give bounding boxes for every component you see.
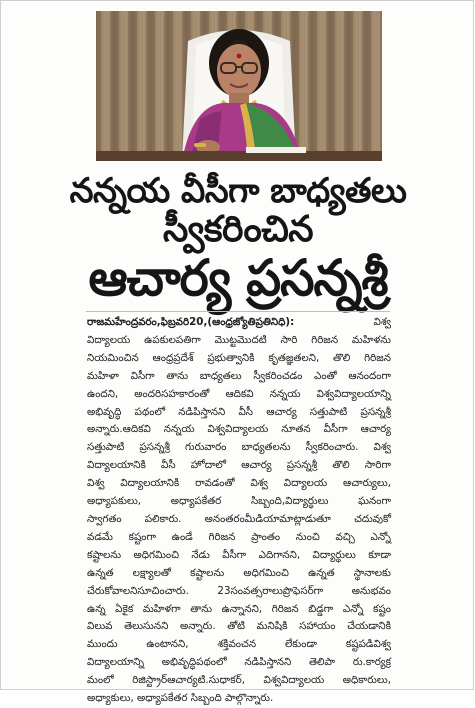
portrait-illustration bbox=[96, 11, 382, 161]
body-line: నియమించిన ఆంధ్రప్రదేశ్ ప్రభుత్వానికి కృతజ్ఞతలని, తొలి గిరిజన bbox=[87, 351, 391, 364]
body-line: విద్యాలయ ఉపకులపతిగా మొట్టమొదటి సారి గిరిజన మహిళను bbox=[87, 333, 391, 346]
body-line: సత్తుపాటి ప్రసన్నశ్రీ గురువారం బాధ్యతలను స్వీకరించారు. విశ్వ bbox=[87, 441, 391, 454]
body-line: వడమే కష్టంగా ఉండే గిరిజన ప్రాంతం నుంచి వచ్చి ఎన్నో bbox=[87, 530, 391, 543]
body-line: అన్నారు.ఆదికవి నన్నయ విశ్వవిద్యాలయ నూతన వీసీగా ఆచార్య bbox=[87, 423, 391, 436]
body-line: అధ్యాపకులు, అధ్యాపకేతర సిబ్బంది,విద్యార్థులు ఘనంగా bbox=[87, 495, 391, 508]
headline-line-2: స్వీకరించిన bbox=[162, 209, 314, 250]
body-line: ఉందని, అందరిసహకారంతో ఆదికవి నన్నయ విశ్వవిద్యాలయాన్ని bbox=[87, 387, 391, 400]
body-line: అభివృద్ధి పథంలో నడిపిస్తానని వీసీ ఆచార్య సత్తుపాటి ప్రసన్నశ్రీ bbox=[87, 405, 391, 418]
body-line: విశ్వ bbox=[373, 316, 391, 328]
body-line: ఉన్నత లక్ష్యాలతో కష్టాలను అధిగమించి ఉన్నత స్థానాలకు bbox=[87, 566, 391, 579]
body-line: కష్టాలను అధిగమించి నేడు వీసీగా ఎదిగానని, విద్యార్థులు కూడా bbox=[87, 548, 391, 561]
body-line: విద్యాలయాన్ని అభివృద్ధిపథంలో నడిపిస్తానని తెలిపా రు.కార్యక్ర bbox=[87, 656, 391, 669]
headline-line-3: ఆచార్య ప్రసన్నశ్రీ bbox=[88, 249, 388, 307]
body-line: స్వాగతం పలికారు. అనంతరంమీడియామాట్లాడుతూ చదువుకో bbox=[87, 512, 391, 525]
body-first-line bbox=[87, 314, 391, 332]
body-line: చేరుకోవాలనిసూచించారు. 23సంవత్సరాలుప్రొఫెసర్‌గా అనుభవం bbox=[87, 584, 391, 597]
headline-line-1: నన్నయ వీసీగా బాధ్యతలు bbox=[69, 171, 407, 211]
body-line: మహిళా విసీగా తాను బాధ్యతలు స్వీకరించడం ఎంతో ఆనందంగా bbox=[87, 369, 391, 382]
dateline: రాజమహేంద్రవరం,ఫిబ్రవరి20,(ఆంధ్రజ్యోతిప్రతినిధి): bbox=[87, 316, 295, 328]
body-line: విలువ తెలుసునని అన్నారు. తోటి మనిషికి సహాయం చేయడానికి bbox=[87, 620, 391, 633]
body-line: ఉన్న ఏకైక మహిళగా తాను ఉన్నానని, గిరిజన బిడ్డగా ఎన్నో కష్టం bbox=[87, 602, 391, 615]
body-line: అధ్యాకులు, అధ్యాపకేతర సిబ్బంది పాల్గొన్నారు. bbox=[87, 692, 274, 705]
body-line: ముందు ఉంటానని, శక్తివంచన లేకుండా కష్టపడివిశ్వ bbox=[87, 638, 391, 651]
body-line: మంలో రిజిస్ట్రార్‌ఆచార్యటి.సుధాకర్, విశ్వవిద్యాలయ అధికారులు, bbox=[87, 674, 391, 687]
body-line: విద్యాలయానికి వీసీ హోదాలో ఆచార్య ప్రసన్నశ్రీ తొలి సారిగా bbox=[87, 459, 391, 472]
vc-portrait-photo bbox=[96, 11, 382, 161]
article-body bbox=[87, 314, 391, 705]
headline-divider bbox=[86, 311, 390, 312]
body-line: విశ్వ విద్యాలయానికి రావడంతో విశ్వ విద్యాలయ ఆచార్యులు, bbox=[87, 477, 391, 490]
